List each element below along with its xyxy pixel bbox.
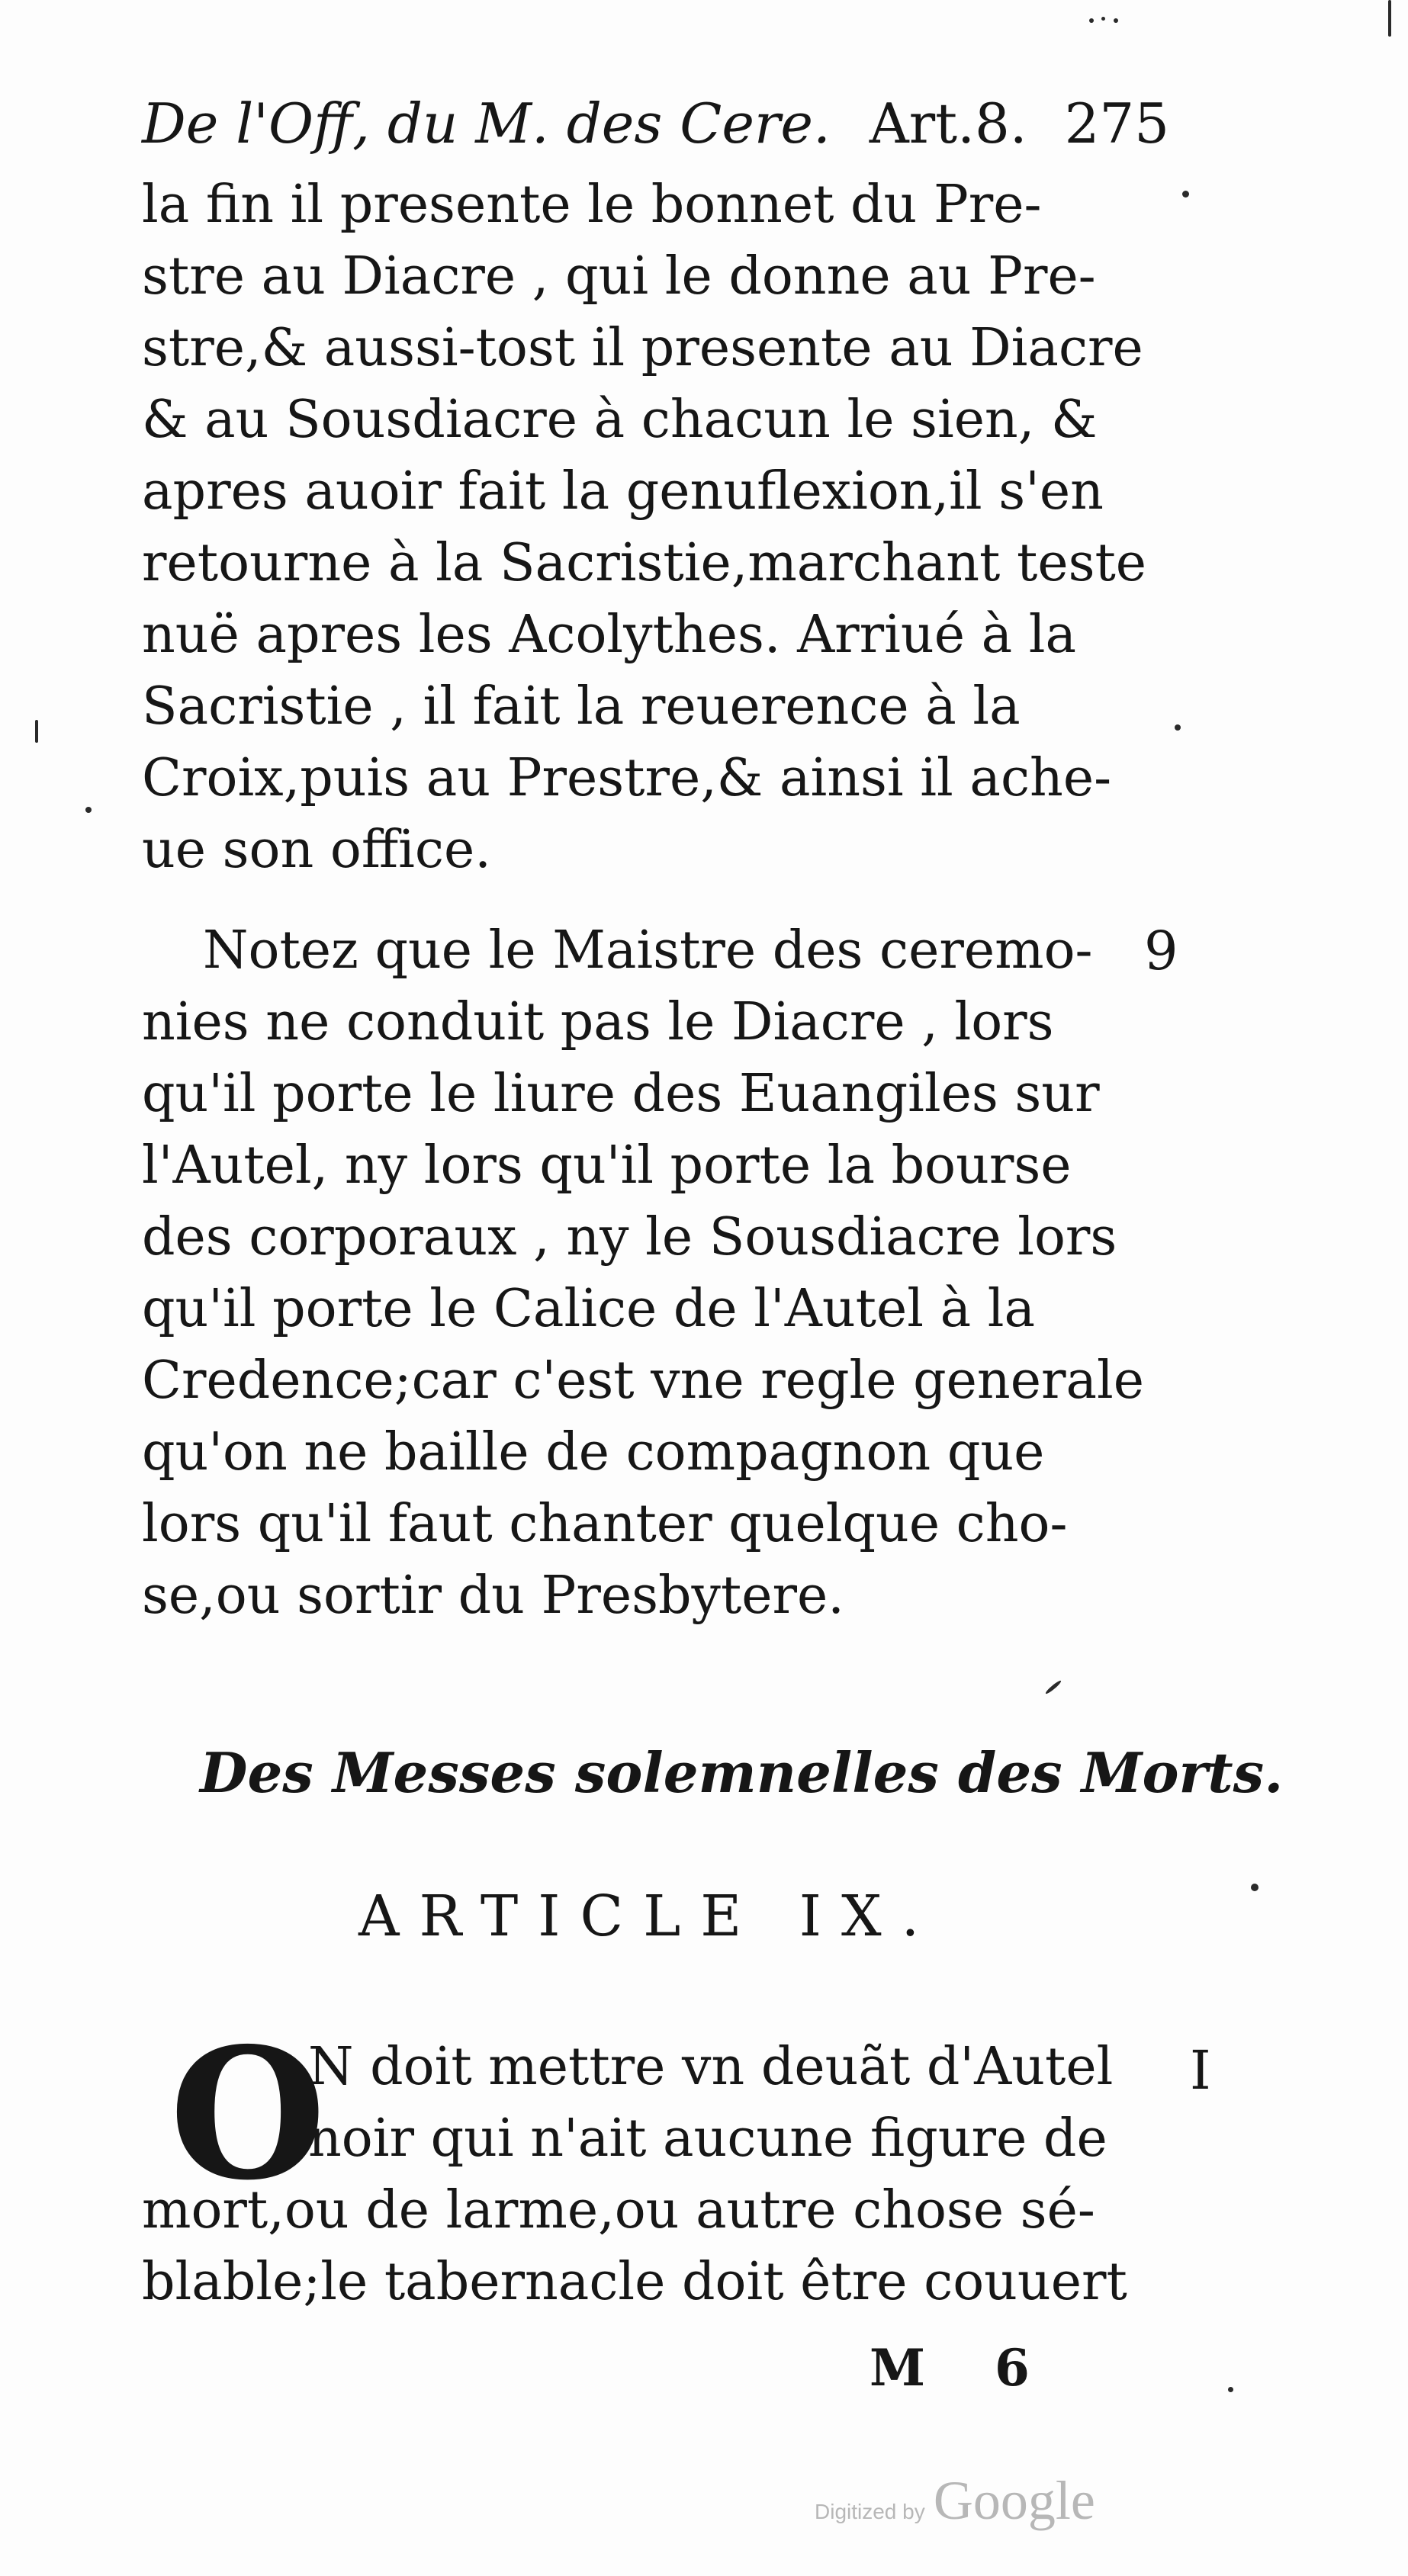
text-line: retourne à la Sacristie,marchant teste [142,533,1147,593]
text-line: l'Autel, ny lors qu'il porte la bourse [142,1135,1072,1196]
scan-speck [1044,1679,1062,1695]
text-line: stre,& aussi-tost il presente au Diacre [142,318,1143,378]
scan-speck [1388,0,1391,37]
section-title: Des Messes solemnelles des Morts. [200,1740,1284,1805]
text-line: la fin il presente le bonnet du Pre- [142,175,1042,235]
text-line: Notez que le Maistre des ceremo- [203,920,1093,981]
scan-speck [1251,1884,1259,1891]
text-line: blable;le tabernacle doit être couuert [142,2252,1127,2312]
digitized-watermark [815,2469,1095,2533]
paragraph-3 [142,2008,1141,2318]
running-header [142,85,1170,162]
scan-speck [1101,17,1105,21]
google-logo: Google [933,2470,1095,2531]
text-line: stre au Diacre , qui le donne au Pre- [142,246,1096,307]
scan-speck [1114,18,1118,23]
text-line: & au Sousdiacre à chacun le sien, & [142,390,1098,450]
watermark-prefix: Digitized by [815,2500,925,2523]
text-line: apres auoir fait la genuflexion,il s'en [142,461,1104,522]
margin-number-1: I [1190,2039,1211,2102]
text-line: qu'il porte le liure des Euangiles sur [142,1064,1100,1124]
scan-speck [1089,18,1094,23]
text-line: noir qui n'ait aucune figure de [308,2109,1107,2169]
margin-number-9: 9 [1144,920,1178,982]
scan-speck [1175,724,1181,731]
text-line: Credence;car c'est vne regle generale [142,1351,1144,1411]
page-number: 275 [1064,92,1170,156]
scan-speck [85,807,92,813]
header-article-ref: Art.8. [869,92,1027,156]
paragraph-1 [142,169,1147,886]
text-line: se,ou sortir du Presbytere. [142,1566,844,1626]
signature-mark: M 6 [870,2338,1056,2398]
text-line: qu'il porte le Calice de l'Autel à la [142,1279,1036,1339]
header-title: De l'Off, du M. des Cere. [142,92,831,156]
text-line: qu'on ne baille de compagnon que [142,1422,1045,1482]
text-line: nies ne conduit pas le Diacre , lors [142,992,1054,1052]
text-line: mort,ou de larme,ou autre chose sé- [142,2180,1095,2240]
drop-cap: O [169,2008,326,2220]
text-line: Sacristie , il fait la reuerence à la [142,676,1021,737]
scan-speck [35,720,38,743]
text-line: lors qu'il faut chanter quelque cho- [142,1494,1068,1554]
paragraph-2 [142,915,1144,1632]
text-line: ue son office. [142,820,491,880]
article-heading: ARTICLE IX. [358,1884,940,1949]
text-line: des corporaux , ny le Sousdiacre lors [142,1207,1117,1267]
text-line: Croix,puis au Prestre,& ainsi il ache- [142,748,1112,808]
scan-speck [1228,2387,1233,2392]
text-line: N doit mettre vn deuãt d'Autel [308,2037,1114,2097]
scan-speck [1182,191,1189,198]
text-line: nuë apres les Acolythes. Arriué à la [142,605,1077,665]
